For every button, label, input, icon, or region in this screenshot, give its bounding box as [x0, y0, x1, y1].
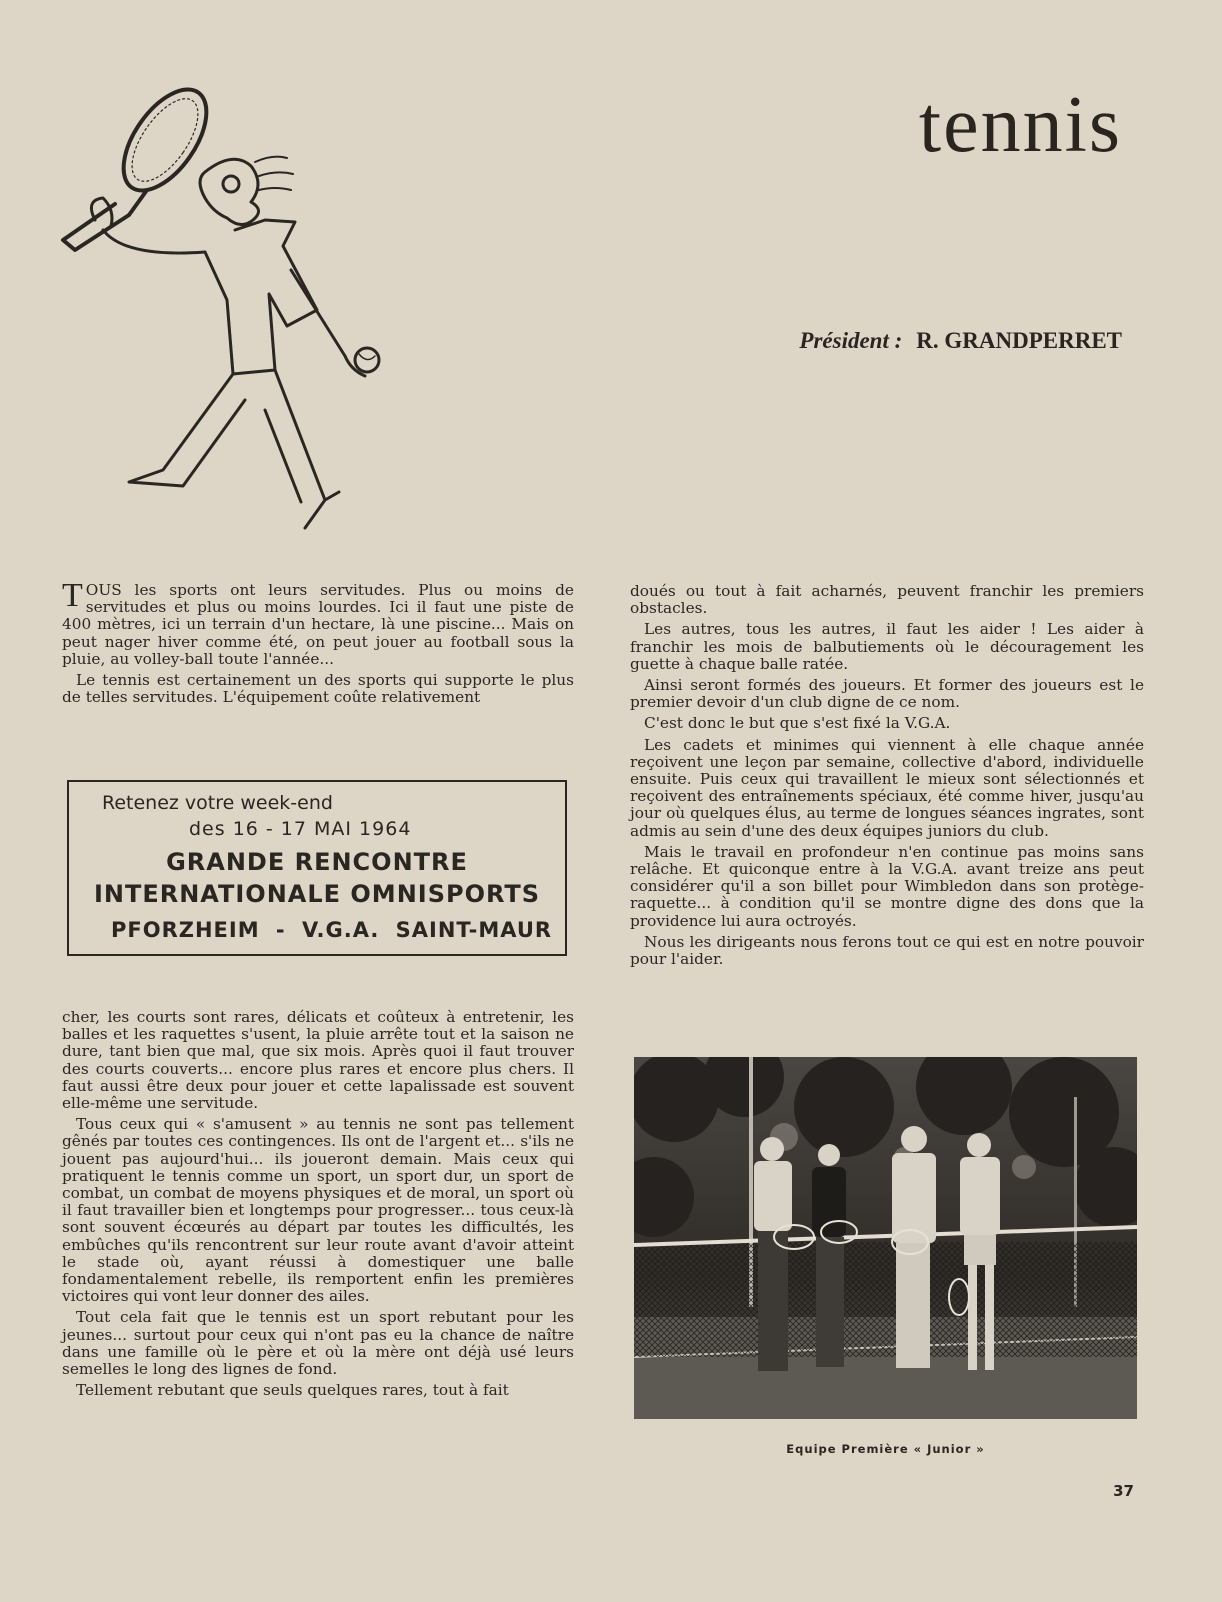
page-number: 37 — [1113, 1482, 1134, 1500]
article-paragraph: doués ou tout à fait acharnés, peuvent franchir les premiers obstacles. — [630, 582, 1144, 618]
article-paragraph: Les cadets et minimes qui viennent à elle chaque année reçoivent une leçon par semaine, collective d'abord, individuelle ensuite. Puis ceux qui travaillent le mieux sont sélectionnés et reçoivent des entraînements spéciaux, été comme hiver, jusqu'au jour où quelques élus, au terme de longues séances ingrates, sont admis au sein d'une des deux équipes juniors du club. — [630, 735, 1144, 840]
article-paragraph: Tellement rebutant que seuls quelques rares, tout à fait — [76, 1381, 509, 1400]
announcement-heading: INTERNATIONALE OMNISPORTS — [93, 880, 541, 908]
article-paragraph: cher, les courts sont rares, délicats et coûteux à entretenir, les balles et les raquettes s'usent, la pluie arrête tout et la saison ne dure, tant bien que mal, que six mois. Après quoi il faut trouver des courts couverts... encore plus rares et encore plus chers. Il faut aussi être deux pour jouer et cette lapalissade est souvent elle-même une servitude. — [62, 1008, 574, 1113]
article-paragraph: Le tennis est certainement un des sports qui supporte le plus de telles servitudes. L'équipement coûte relativement — [62, 671, 574, 707]
announcement-line: Retenez votre week-end — [102, 792, 333, 814]
announcement-teams: PFORZHEIM - V.G.A. SAINT-MAUR — [111, 918, 553, 942]
article-column-1-bottom — [62, 1009, 574, 1403]
team-photo — [634, 1057, 1137, 1419]
article-paragraph: Tous ceux qui « s'amusent » au tennis ne sont pas tellement gênés par toutes ces contingences. Ils ont de l'argent et... s'ils ne jouent pas aujourd'hui... ils joueront demain. Mais ceux qui pratiquent le tennis comme un sport, un sport dur, un sport de combat, un combat de moyens physiques et de moral, un sport où il faut travailler bien et longtemps pour progresser... tous ceux-là sont souvent écœurés au départ par toutes les difficultés, les embûches qu'ils rencontrent sur leur route avant d'avoir atteint le stade où, ayant réussi à domestiquer une balle fondamentalement rebelle, ils remportent enfin les premières victoires qui vont leur donner des ailes. — [62, 1115, 574, 1306]
tennis-player-illustration — [55, 80, 400, 550]
paragraph-text: OUS les sports ont leurs servitudes. Plus ou moins de servitudes et plus ou moins lourdes. Ici il faut une piste de 400 mètres, ici un terrain d'un hectare, là une piscine... Mais on peut nager hiver comme été, on peut jouer au football sous la pluie, au volley-ball toute l'année... — [62, 581, 574, 668]
article-column-1-top — [62, 577, 574, 710]
president-name: R. GRANDPERRET — [916, 328, 1122, 353]
article-paragraph: C'est donc le but que s'est fixé la V.G.A. — [644, 714, 951, 733]
article-column-2 — [630, 583, 1144, 972]
team-photo-drawing — [634, 1057, 1137, 1419]
photo-caption: Equipe Première « Junior » — [786, 1442, 985, 1456]
article-paragraph: Les autres, tous les autres, il faut les aider ! Les aider à franchir les mois de balbutiements où le découragement les guette à chaque balle ratée. — [630, 620, 1144, 673]
article-paragraph — [62, 577, 574, 668]
drop-cap: T — [62, 577, 83, 614]
article-paragraph: Mais le travail en profondeur n'en continue pas moins sans relâche. Et quiconque entre à la V.G.A. avant treize ans peut considérer qu'il a son billet pour Wimbledon dans son protège-raquette... à condition qu'il se montre digne des dons que la providence lui aura octroyés. — [630, 842, 1144, 930]
announcement-heading: GRANDE RENCONTRE — [166, 848, 468, 876]
announcement-date: des 16 - 17 MAI 1964 — [189, 818, 412, 840]
event-announcement-box — [67, 780, 567, 956]
page-title: tennis — [918, 81, 1122, 169]
article-paragraph: Tout cela fait que le tennis est un sport rebutant pour les jeunes... surtout pour ceux qui n'ont pas eu la chance de naître dans une famille où le père et où la mère ont déjà usé leurs semelles le long des lignes de fond. — [62, 1308, 574, 1379]
article-paragraph: Ainsi seront formés des joueurs. Et former des joueurs est le premier devoir d'un club digne de ce nom. — [630, 676, 1144, 712]
president-role: Président : — [799, 328, 903, 353]
article-paragraph: Nous les dirigeants nous ferons tout ce qui est en notre pouvoir pour l'aider. — [630, 932, 1144, 969]
president-line — [799, 328, 1122, 354]
